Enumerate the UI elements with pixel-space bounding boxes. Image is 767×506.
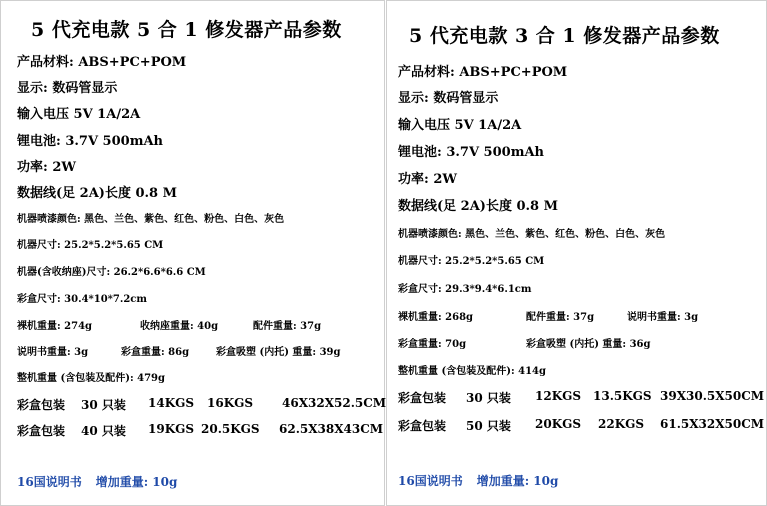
right-cable: 数据线(足 2A)长度 0.8 M bbox=[398, 199, 559, 214]
right-material: 产品材料: ABS+PC+POM bbox=[398, 65, 568, 80]
packing-net-weight: 14KGS bbox=[148, 396, 195, 410]
left-base-weight: 收纳座重量: 40g bbox=[140, 321, 219, 332]
left-tray-weight: 彩盒吸塑 (内托) 重量: 39g bbox=[216, 347, 341, 358]
right-box-weight: 彩盒重量: 70g bbox=[398, 339, 467, 350]
right-spec-panel bbox=[386, 0, 767, 506]
left-colors: 机器喷漆颜色: 黑色、兰色、紫色、红色、粉色、白色、灰色 bbox=[17, 214, 285, 225]
right-input: 输入电压 5V 1A/2A bbox=[398, 118, 522, 133]
packing-gross-weight: 13.5KGS bbox=[593, 389, 652, 403]
packing-dimensions: 62.5X38X43CM bbox=[279, 422, 384, 436]
left-title: 5 代充电款 5 合 1 修发器产品参数 bbox=[31, 19, 342, 41]
right-title: 5 代充电款 3 合 1 修发器产品参数 bbox=[409, 25, 720, 47]
right-machine-size: 机器尺寸: 25.2*5.2*5.65 CM bbox=[398, 256, 545, 267]
left-accessory-weight: 配件重量: 37g bbox=[253, 321, 322, 332]
packing-net-weight: 19KGS bbox=[148, 422, 195, 436]
packing-qty: 50 只装 bbox=[466, 419, 511, 433]
left-power: 功率: 2W bbox=[17, 160, 76, 175]
packing-qty: 40 只装 bbox=[81, 424, 126, 438]
packing-net-weight: 20KGS bbox=[535, 417, 582, 431]
right-display: 显示: 数码管显示 bbox=[398, 91, 499, 106]
right-battery: 锂电池: 3.7V 500mAh bbox=[398, 145, 544, 160]
left-display: 显示: 数码管显示 bbox=[17, 81, 118, 96]
packing-gross-weight: 16KGS bbox=[207, 396, 254, 410]
left-box-weight: 彩盒重量: 86g bbox=[121, 347, 190, 358]
left-machine-base-size: 机器(含收纳座)尺寸: 26.2*6.6*6.6 CM bbox=[17, 267, 206, 278]
left-input: 输入电压 5V 1A/2A bbox=[17, 107, 141, 122]
left-footer-manual: 16国说明书 bbox=[17, 475, 82, 489]
packing-qty: 30 只装 bbox=[466, 391, 511, 405]
packing-qty: 30 只装 bbox=[81, 398, 126, 412]
right-power: 功率: 2W bbox=[398, 172, 457, 187]
packing-gross-weight: 22KGS bbox=[598, 417, 645, 431]
packing-type: 彩盒包装 bbox=[17, 398, 66, 412]
left-total-weight: 整机重量 (含包装及配件): 479g bbox=[17, 373, 165, 384]
left-cable: 数据线(足 2A)长度 0.8 M bbox=[17, 186, 178, 201]
left-box-size: 彩盒尺寸: 30.4*10*7.2cm bbox=[17, 294, 147, 305]
packing-dimensions: 46X32X52.5CM bbox=[282, 396, 387, 410]
left-manual-weight: 说明书重量: 3g bbox=[17, 347, 89, 358]
packing-net-weight: 12KGS bbox=[535, 389, 582, 403]
right-footer-manual: 16国说明书 bbox=[398, 474, 463, 488]
left-battery: 锂电池: 3.7V 500mAh bbox=[17, 134, 163, 149]
packing-type: 彩盒包装 bbox=[17, 424, 66, 438]
right-footer bbox=[398, 472, 558, 489]
left-footer bbox=[17, 473, 177, 490]
right-tray-weight: 彩盒吸塑 (内托) 重量: 36g bbox=[526, 339, 651, 350]
right-box-size: 彩盒尺寸: 29.3*9.4*6.1cm bbox=[398, 284, 532, 295]
packing-type: 彩盒包装 bbox=[398, 419, 447, 433]
right-accessory-weight: 配件重量: 37g bbox=[526, 312, 595, 323]
right-total-weight: 整机重量 (含包装及配件): 414g bbox=[398, 366, 546, 377]
packing-type: 彩盒包装 bbox=[398, 391, 447, 405]
packing-gross-weight: 20.5KGS bbox=[201, 422, 260, 436]
left-machine-size: 机器尺寸: 25.2*5.2*5.65 CM bbox=[17, 240, 164, 251]
left-bare-weight: 裸机重量: 274g bbox=[17, 321, 93, 332]
packing-dimensions: 39X30.5X50CM bbox=[660, 389, 765, 403]
left-footer-extra-weight: 增加重量: 10g bbox=[95, 475, 178, 489]
right-bare-weight: 裸机重量: 268g bbox=[398, 312, 474, 323]
packing-dimensions: 61.5X32X50CM bbox=[660, 417, 765, 431]
right-colors: 机器喷漆颜色: 黑色、兰色、紫色、红色、粉色、白色、灰色 bbox=[398, 229, 666, 240]
left-material: 产品材料: ABS+PC+POM bbox=[17, 55, 187, 70]
right-footer-extra-weight: 增加重量: 10g bbox=[476, 474, 559, 488]
right-manual-weight: 说明书重量: 3g bbox=[627, 312, 699, 323]
